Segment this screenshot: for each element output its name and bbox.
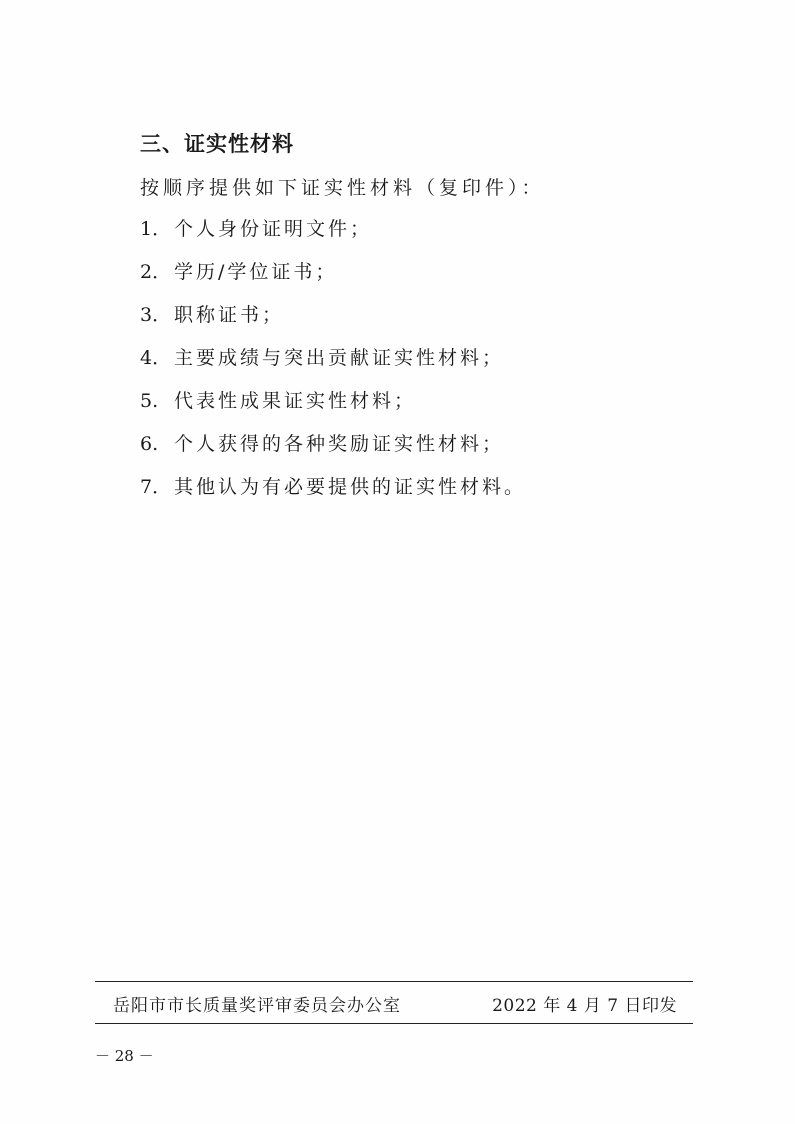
- list-item-number: 7．: [140, 476, 172, 498]
- footer-bottom-rule: [95, 1023, 693, 1024]
- list-item-number: 1．: [140, 218, 172, 240]
- list-item-text: 其他认为有必要提供的证实性材料。: [174, 476, 527, 498]
- list-item-text: 代表性成果证实性材料；: [174, 390, 417, 412]
- list-item-text: 个人身份证明文件；: [174, 218, 373, 240]
- list-item-number: 3．: [140, 304, 172, 326]
- list-item-number: 2．: [140, 261, 172, 283]
- section-heading: 三、证实性材料: [140, 132, 294, 156]
- footer-issue-date: 2022 年 4 月 7 日印发: [492, 996, 677, 1016]
- list-item-text: 个人获得的各种奖励证实性材料；: [174, 433, 505, 455]
- list-item: [140, 431, 526, 474]
- list-item-text: 职称证书；: [174, 304, 285, 326]
- page-number: － 28 －: [95, 1047, 154, 1065]
- list-item-text: 学历/学位证书；: [174, 261, 338, 283]
- list-item: [140, 302, 526, 345]
- list-item-number: 4．: [140, 347, 172, 369]
- list-item-number: 5.: [140, 390, 159, 412]
- list-item: [140, 259, 526, 302]
- list-item-number: 6.: [140, 433, 159, 455]
- list-item: [140, 474, 526, 517]
- list-item: [140, 345, 526, 388]
- footer-issuing-office: 岳阳市市长质量奖评审委员会办公室: [113, 996, 401, 1016]
- list-item-text: 主要成绩与突出贡献证实性材料；: [174, 347, 505, 369]
- intro-paragraph: 按顺序提供如下证实性材料（复印件）：: [140, 177, 545, 199]
- list-item: [140, 216, 526, 259]
- footer-top-rule: [95, 981, 693, 982]
- materials-list: [140, 216, 526, 517]
- list-item: [140, 388, 526, 431]
